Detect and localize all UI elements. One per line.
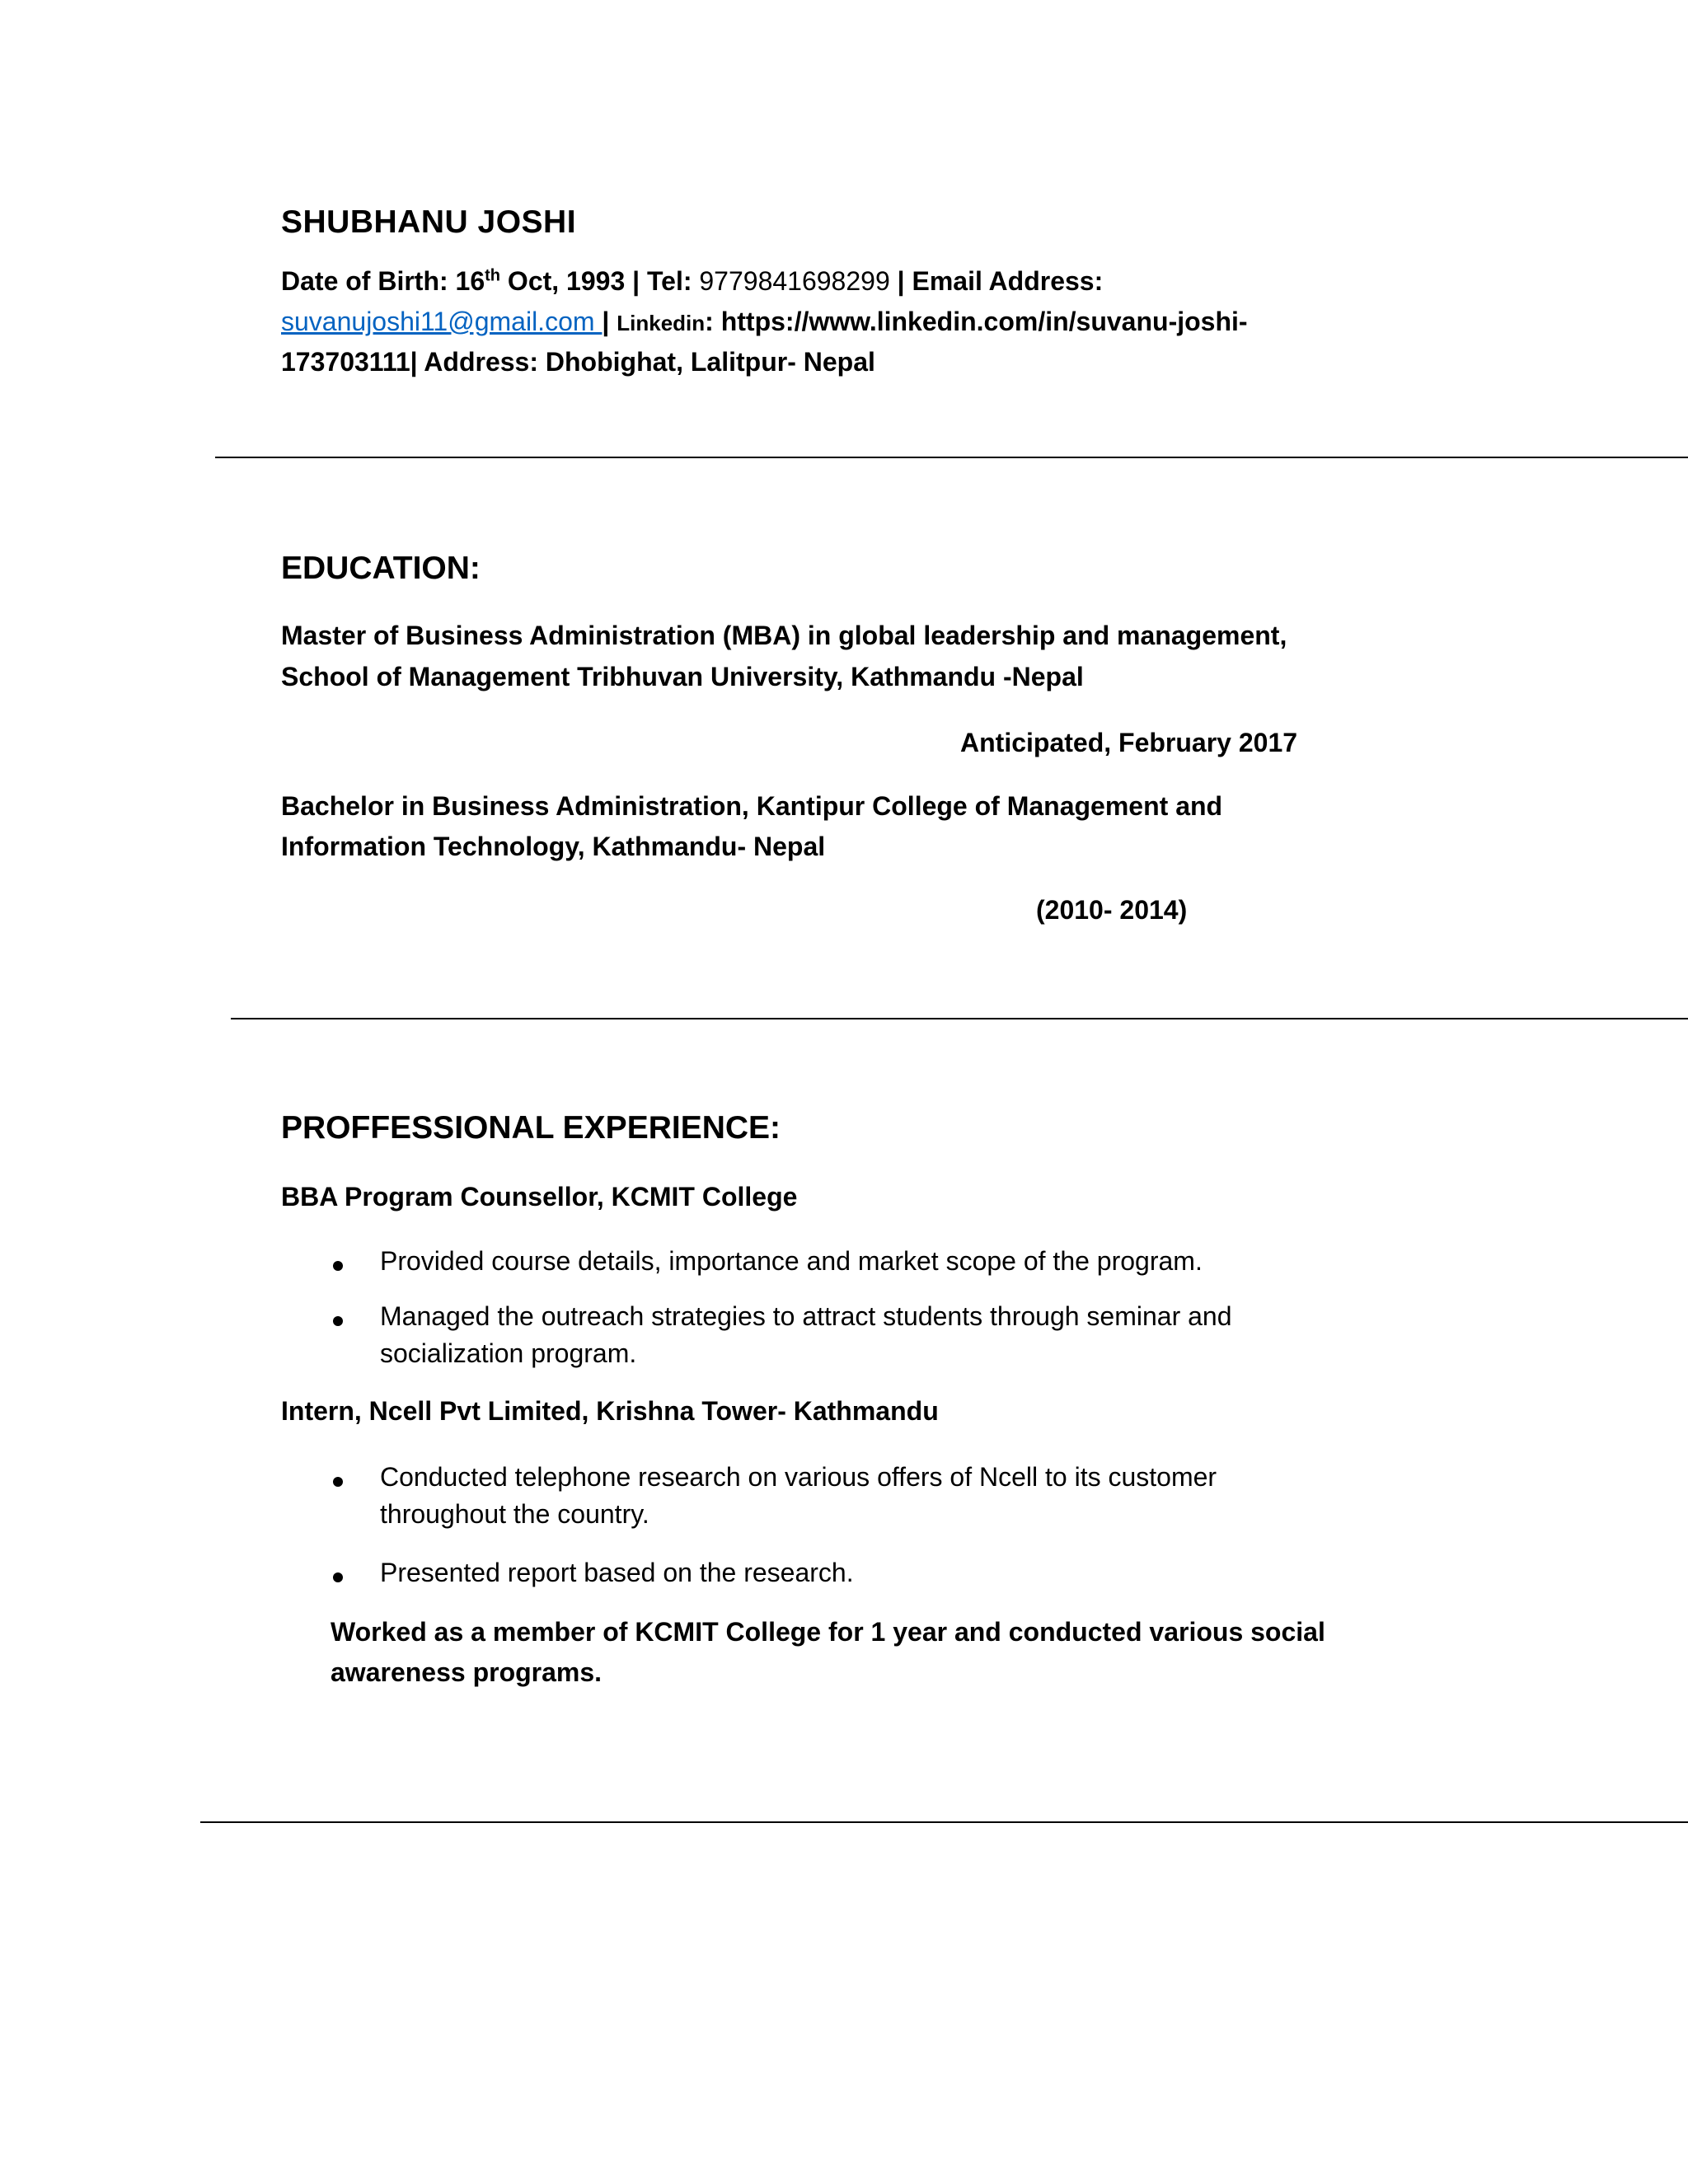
address: | Address: Dhobighat, Lalitpur- Nepal [410, 347, 875, 377]
dob-rest: Oct, 1993 | Tel: [500, 266, 700, 296]
bullet-intern-1-line1: Conducted telephone research on various offers of Ncell to its customer [380, 1462, 1217, 1492]
bullet-counsellor-2-line1: Managed the outreach strategies to attract students through seminar and [380, 1301, 1232, 1331]
education-bba-line1: Bachelor in Business Administration, Kantipur College of Management and [281, 791, 1223, 821]
contact-line-1 [281, 266, 1103, 297]
contact-line-3 [281, 347, 875, 377]
dob-suffix: th [485, 266, 501, 285]
bullet-intern-1-line2: throughout the country. [380, 1499, 649, 1529]
email-link[interactable]: suvanujoshi11@gmail.com [281, 307, 603, 336]
linkedin-url: : https://www.linkedin.com/in/suvanu-joshi- [705, 307, 1248, 336]
bullet-icon [333, 1316, 343, 1326]
experience-note-line2: awareness programs. [331, 1657, 603, 1687]
bullet-counsellor-1: Provided course details, importance and market scope of the program. [380, 1246, 1203, 1276]
linkedin-url-end: 173703111 [281, 347, 410, 377]
job-title-intern: Intern, Ncell Pvt Limited, Krishna Tower- Kathmandu [281, 1396, 939, 1426]
divider-experience [200, 1821, 1688, 1823]
education-mba-line1: Master of Business Administration (MBA) in global leadership and management, [281, 621, 1287, 650]
bullet-icon [333, 1261, 343, 1271]
linkedin-label: Linkedin [617, 311, 706, 335]
experience-title: PROFFESSIONAL EXPERIENCE: [281, 1110, 781, 1146]
linkedin-separator: | [602, 307, 617, 336]
bullet-intern-2: Presented report based on the research. [380, 1558, 854, 1587]
email-label: | Email Address: [889, 266, 1104, 296]
contact-line-2 [281, 307, 1248, 337]
divider-education [231, 1018, 1688, 1019]
job-title-counsellor: BBA Program Counsellor, KCMIT College [281, 1182, 798, 1212]
dob-label: Date of Birth: 16 [281, 266, 485, 296]
education-bba-date: (2010- 2014) [1036, 895, 1188, 925]
bullet-icon [333, 1477, 343, 1487]
divider-header [215, 457, 1688, 458]
candidate-name: SHUBHANU JOSHI [281, 204, 577, 240]
education-mba-line2: School of Management Tribhuvan University, Kathmandu -Nepal [281, 662, 1084, 691]
education-title: EDUCATION: [281, 551, 481, 586]
bullet-counsellor-2-line2: socialization program. [380, 1338, 637, 1368]
bullet-icon [333, 1572, 343, 1582]
education-bba-line2: Information Technology, Kathmandu- Nepal [281, 832, 826, 861]
telephone-number: 9779841698299 [699, 266, 890, 296]
experience-note-line1: Worked as a member of KCMIT College for 1 year and conducted various social [331, 1617, 1325, 1647]
education-mba-date: Anticipated, February 2017 [960, 728, 1298, 757]
